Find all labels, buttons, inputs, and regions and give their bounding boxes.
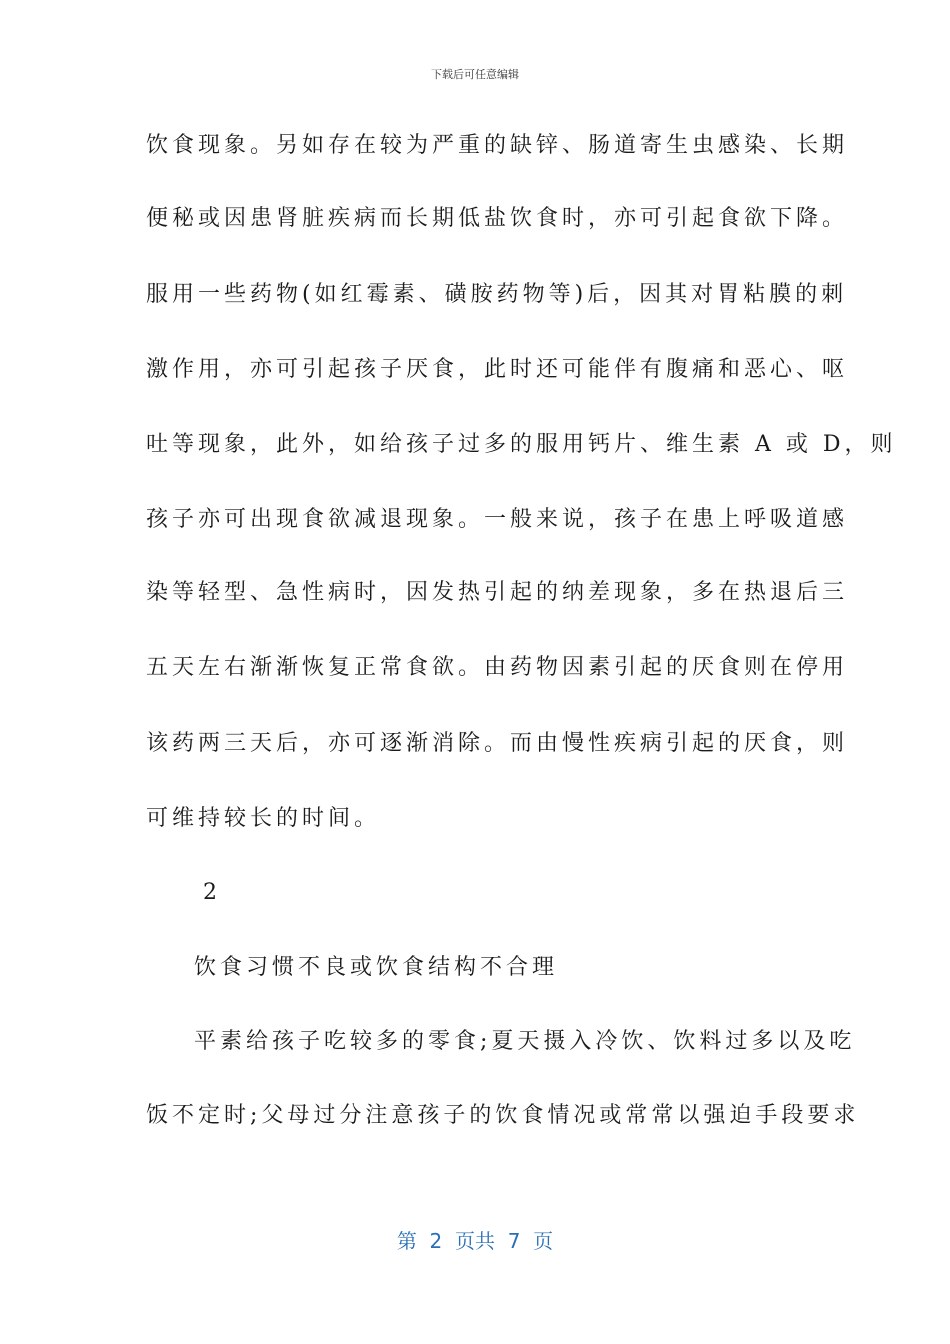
body-line-4: 激作用，亦可引起孩子厌食，此时还可能伴有腹痛和恶心、呕 <box>146 357 849 382</box>
body-line-2: 便秘或因患肾脏疾病而长期低盐饮食时，亦可引起食欲下降。 <box>146 206 849 231</box>
para2-line-2: 饭不定时;父母过分注意孩子的饮食情况或常常以强迫手段要求 <box>146 1103 860 1128</box>
body-line-10: 可维持较长的时间。 <box>146 806 381 831</box>
section-number: 2 <box>203 880 221 905</box>
body-line-6: 孩子亦可出现食欲减退现象。一般来说，孩子在患上呼吸道感 <box>146 507 849 532</box>
body-line-1: 饮食现象。另如存在较为严重的缺锌、肠道寄生虫感染、长期 <box>146 133 849 158</box>
section-title: 饮食习惯不良或饮食结构不合理 <box>194 955 559 980</box>
body-line-5: 吐等现象，此外，如给孩子过多的服用钙片、维生素 A 或 D，则 <box>146 432 897 457</box>
page-footer-pagination: 第 2 页共 7 页 <box>396 1229 554 1253</box>
body-line-7: 染等轻型、急性病时，因发热引起的纳差现象，多在热退后三 <box>146 580 849 605</box>
para2-line-1: 平素给孩子吃较多的零食;夏天摄入冷饮、饮料过多以及吃 <box>194 1029 856 1054</box>
body-line-9: 该药两三天后，亦可逐渐消除。而由慢性疾病引起的厌食，则 <box>146 731 849 756</box>
body-line-3: 服用一些药物(如红霉素、磺胺药物等)后，因其对胃粘膜的刺 <box>146 282 848 307</box>
body-line-8: 五天左右渐渐恢复正常食欲。由药物因素引起的厌食则在停用 <box>146 655 849 680</box>
page-header: 下载后可任意编辑 <box>431 68 519 81</box>
